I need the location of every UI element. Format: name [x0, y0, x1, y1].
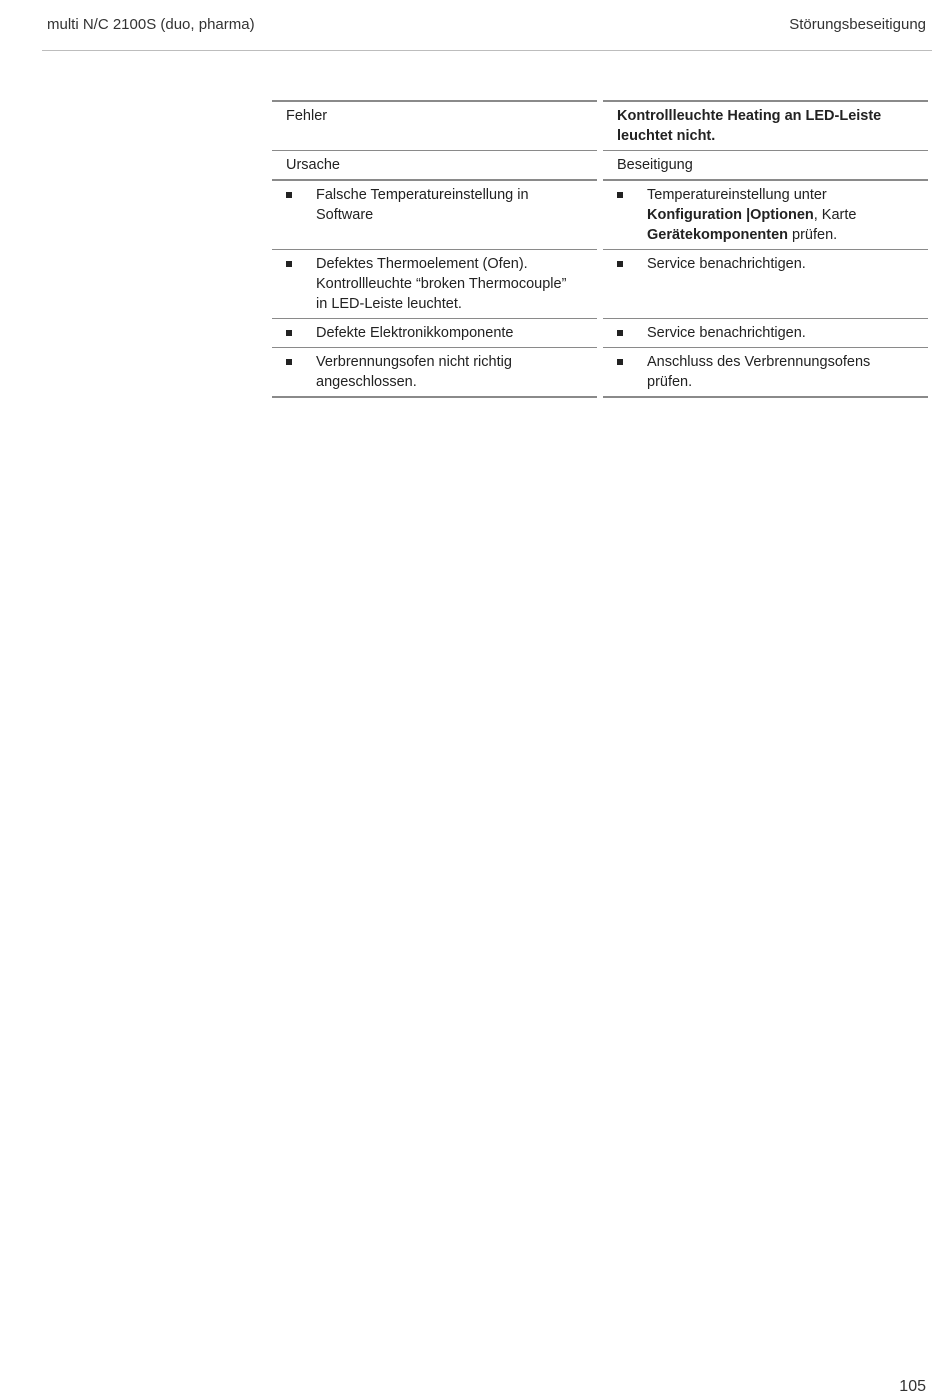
- list-item: [286, 352, 587, 392]
- remedy-suffix: prüfen.: [788, 227, 838, 243]
- list-item: [286, 254, 587, 314]
- remedy-cell: [603, 319, 928, 348]
- remedy-prefix: Temperatureinstellung unter: [647, 187, 827, 203]
- remedy-text: Service benachrichtigen.: [647, 256, 806, 272]
- tab-name: Gerätekomponenten: [647, 227, 788, 243]
- chapter-title: Störungsbeseitigung: [789, 16, 926, 33]
- remedy-middle: , Karte: [813, 207, 857, 223]
- remedy-cell: [603, 348, 928, 398]
- cause-text: Falsche Temperatureinstellung in Software: [316, 187, 529, 223]
- table-row: [272, 348, 928, 398]
- remedy-text: Anschluss des Verbrennungsofens prüfen.: [647, 354, 871, 390]
- remedy-header-cell: [603, 151, 928, 181]
- cause-text: Verbrennungsofen nicht richtig angeschlossen.: [316, 354, 512, 390]
- cause-cell: [272, 250, 597, 319]
- remedy-cell: [603, 250, 928, 319]
- table-row-fault: [272, 100, 928, 151]
- square-bullet-icon: [617, 192, 623, 198]
- menu-path: Konfiguration |Optionen: [647, 207, 814, 223]
- cause-header: Ursache: [286, 157, 340, 173]
- table-row: [272, 319, 928, 348]
- cause-header-cell: [272, 151, 597, 181]
- list-item: [617, 185, 918, 245]
- square-bullet-icon: [286, 192, 292, 198]
- square-bullet-icon: [617, 359, 623, 365]
- remedy-header: Beseitigung: [617, 157, 693, 173]
- square-bullet-icon: [286, 330, 292, 336]
- list-item: [286, 185, 587, 225]
- list-item: [617, 352, 918, 392]
- fault-table: [272, 100, 928, 398]
- table-row: [272, 181, 928, 250]
- fault-text: Kontrollleuchte Heating an LED-Leiste leuchtet nicht.: [617, 108, 882, 144]
- fault-text-cell: [603, 100, 928, 151]
- square-bullet-icon: [286, 261, 292, 267]
- remedy-cell: [603, 181, 928, 250]
- cause-text: Defekte Elektronikkomponente: [316, 325, 514, 341]
- list-item: [286, 323, 587, 343]
- page-number: 105: [899, 1378, 926, 1395]
- table-row: [272, 250, 928, 319]
- square-bullet-icon: [617, 330, 623, 336]
- page-header: [42, 0, 932, 51]
- table-header-row: [272, 151, 928, 181]
- square-bullet-icon: [617, 261, 623, 267]
- remedy-text: Service benachrichtigen.: [647, 325, 806, 341]
- square-bullet-icon: [286, 359, 292, 365]
- fault-label: Fehler: [286, 108, 328, 124]
- cause-cell: [272, 348, 597, 398]
- document-title: multi N/C 2100S (duo, pharma): [47, 16, 255, 33]
- remedy-text: [647, 185, 918, 245]
- cause-cell: [272, 319, 597, 348]
- cause-text: Defektes Thermoelement (Ofen). Kontrollleuchte “broken Thermocouple” in LED-Leiste leuchtet.: [316, 256, 567, 312]
- list-item: [617, 323, 918, 343]
- list-item: [617, 254, 918, 274]
- cause-cell: [272, 181, 597, 250]
- fault-label-cell: [272, 100, 597, 151]
